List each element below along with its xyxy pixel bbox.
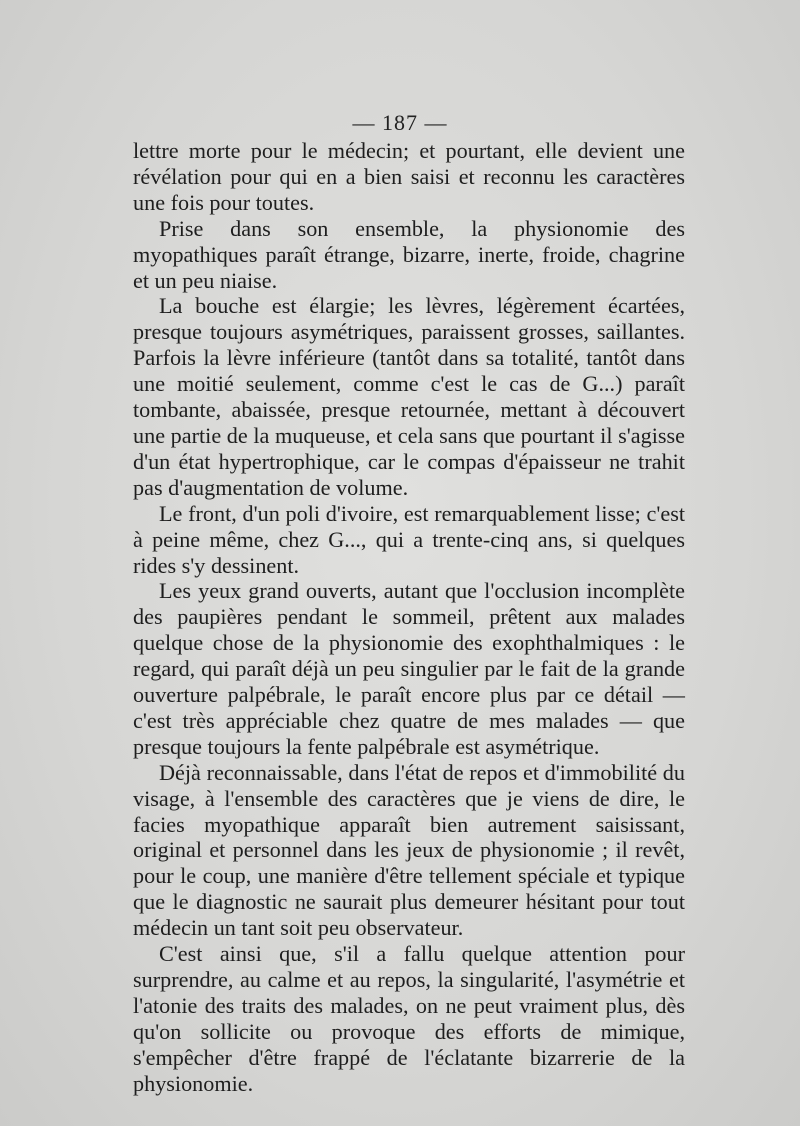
paragraph-2: Prise dans son ensemble, la physionomie des myopathiques paraît étrange, bizarre, inerte, froide, chagrine et un peu niaise. <box>133 215 685 293</box>
page-number: — 187 — <box>352 110 448 135</box>
body-text <box>133 138 685 1097</box>
paragraph-3: La bouche est élargie; les lèvres, légèrement écartées, presque toujours asymétriques, paraissent grosses, saillantes. Parfois la lèvre inférieure (tantôt dans sa totalité, tantôt dans une moitié seulement, comme c'est le cas de G...) paraît tombante, abaissée, presque retournée, mettant à découvert une partie de la muqueuse, et cela sans que pourtant il s'agisse d'un état hypertrophique, car le compas d'épaisseur ne trahit pas d'augmentation de volume. <box>133 293 685 500</box>
paragraph-5: Les yeux grand ouverts, autant que l'occlusion incomplète des paupières pendant le sommeil, prêtent aux malades quelque chose de la physionomie des exophthalmiques : le regard, qui paraît déjà un peu singulier par le fait de la grande ouverture palpébrale, le paraît encore plus par ce détail — c'est très appréciable chez quatre de mes malades — que presque toujours la fente palpébrale est asymétrique. <box>133 578 685 759</box>
paragraph-6: Déjà reconnaissable, dans l'état de repos et d'immobilité du visage, à l'ensemble des caractères que je viens de dire, le facies myopathique apparaît bien autrement saisissant, original et personnel dans les jeux de physionomie ; il revêt, pour le coup, une manière d'être tellement spéciale et typique que le diagnostic ne saurait plus demeurer hésitant pour tout médecin un tant soit peu observateur. <box>133 759 685 941</box>
paragraph-1: lettre morte pour le médecin; et pourtant, elle devient une révélation pour qui en a bien saisi et reconnu les caractères une fois pour toutes. <box>133 138 685 215</box>
paragraph-7: C'est ainsi que, s'il a fallu quelque attention pour surprendre, au calme et au repos, la singularité, l'asymétrie et l'atonie des traits des malades, on ne peut vraiment plus, dès qu'on sollicite ou provoque des efforts de mimique, s'empêcher d'être frappé de l'éclatante bizarrerie de la physionomie. <box>133 941 685 1096</box>
paragraph-4: Le front, d'un poli d'ivoire, est remarquablement lisse; c'est à peine même, chez G..., qui a trente-cinq ans, si quelques rides s'y dessinent. <box>133 500 685 578</box>
